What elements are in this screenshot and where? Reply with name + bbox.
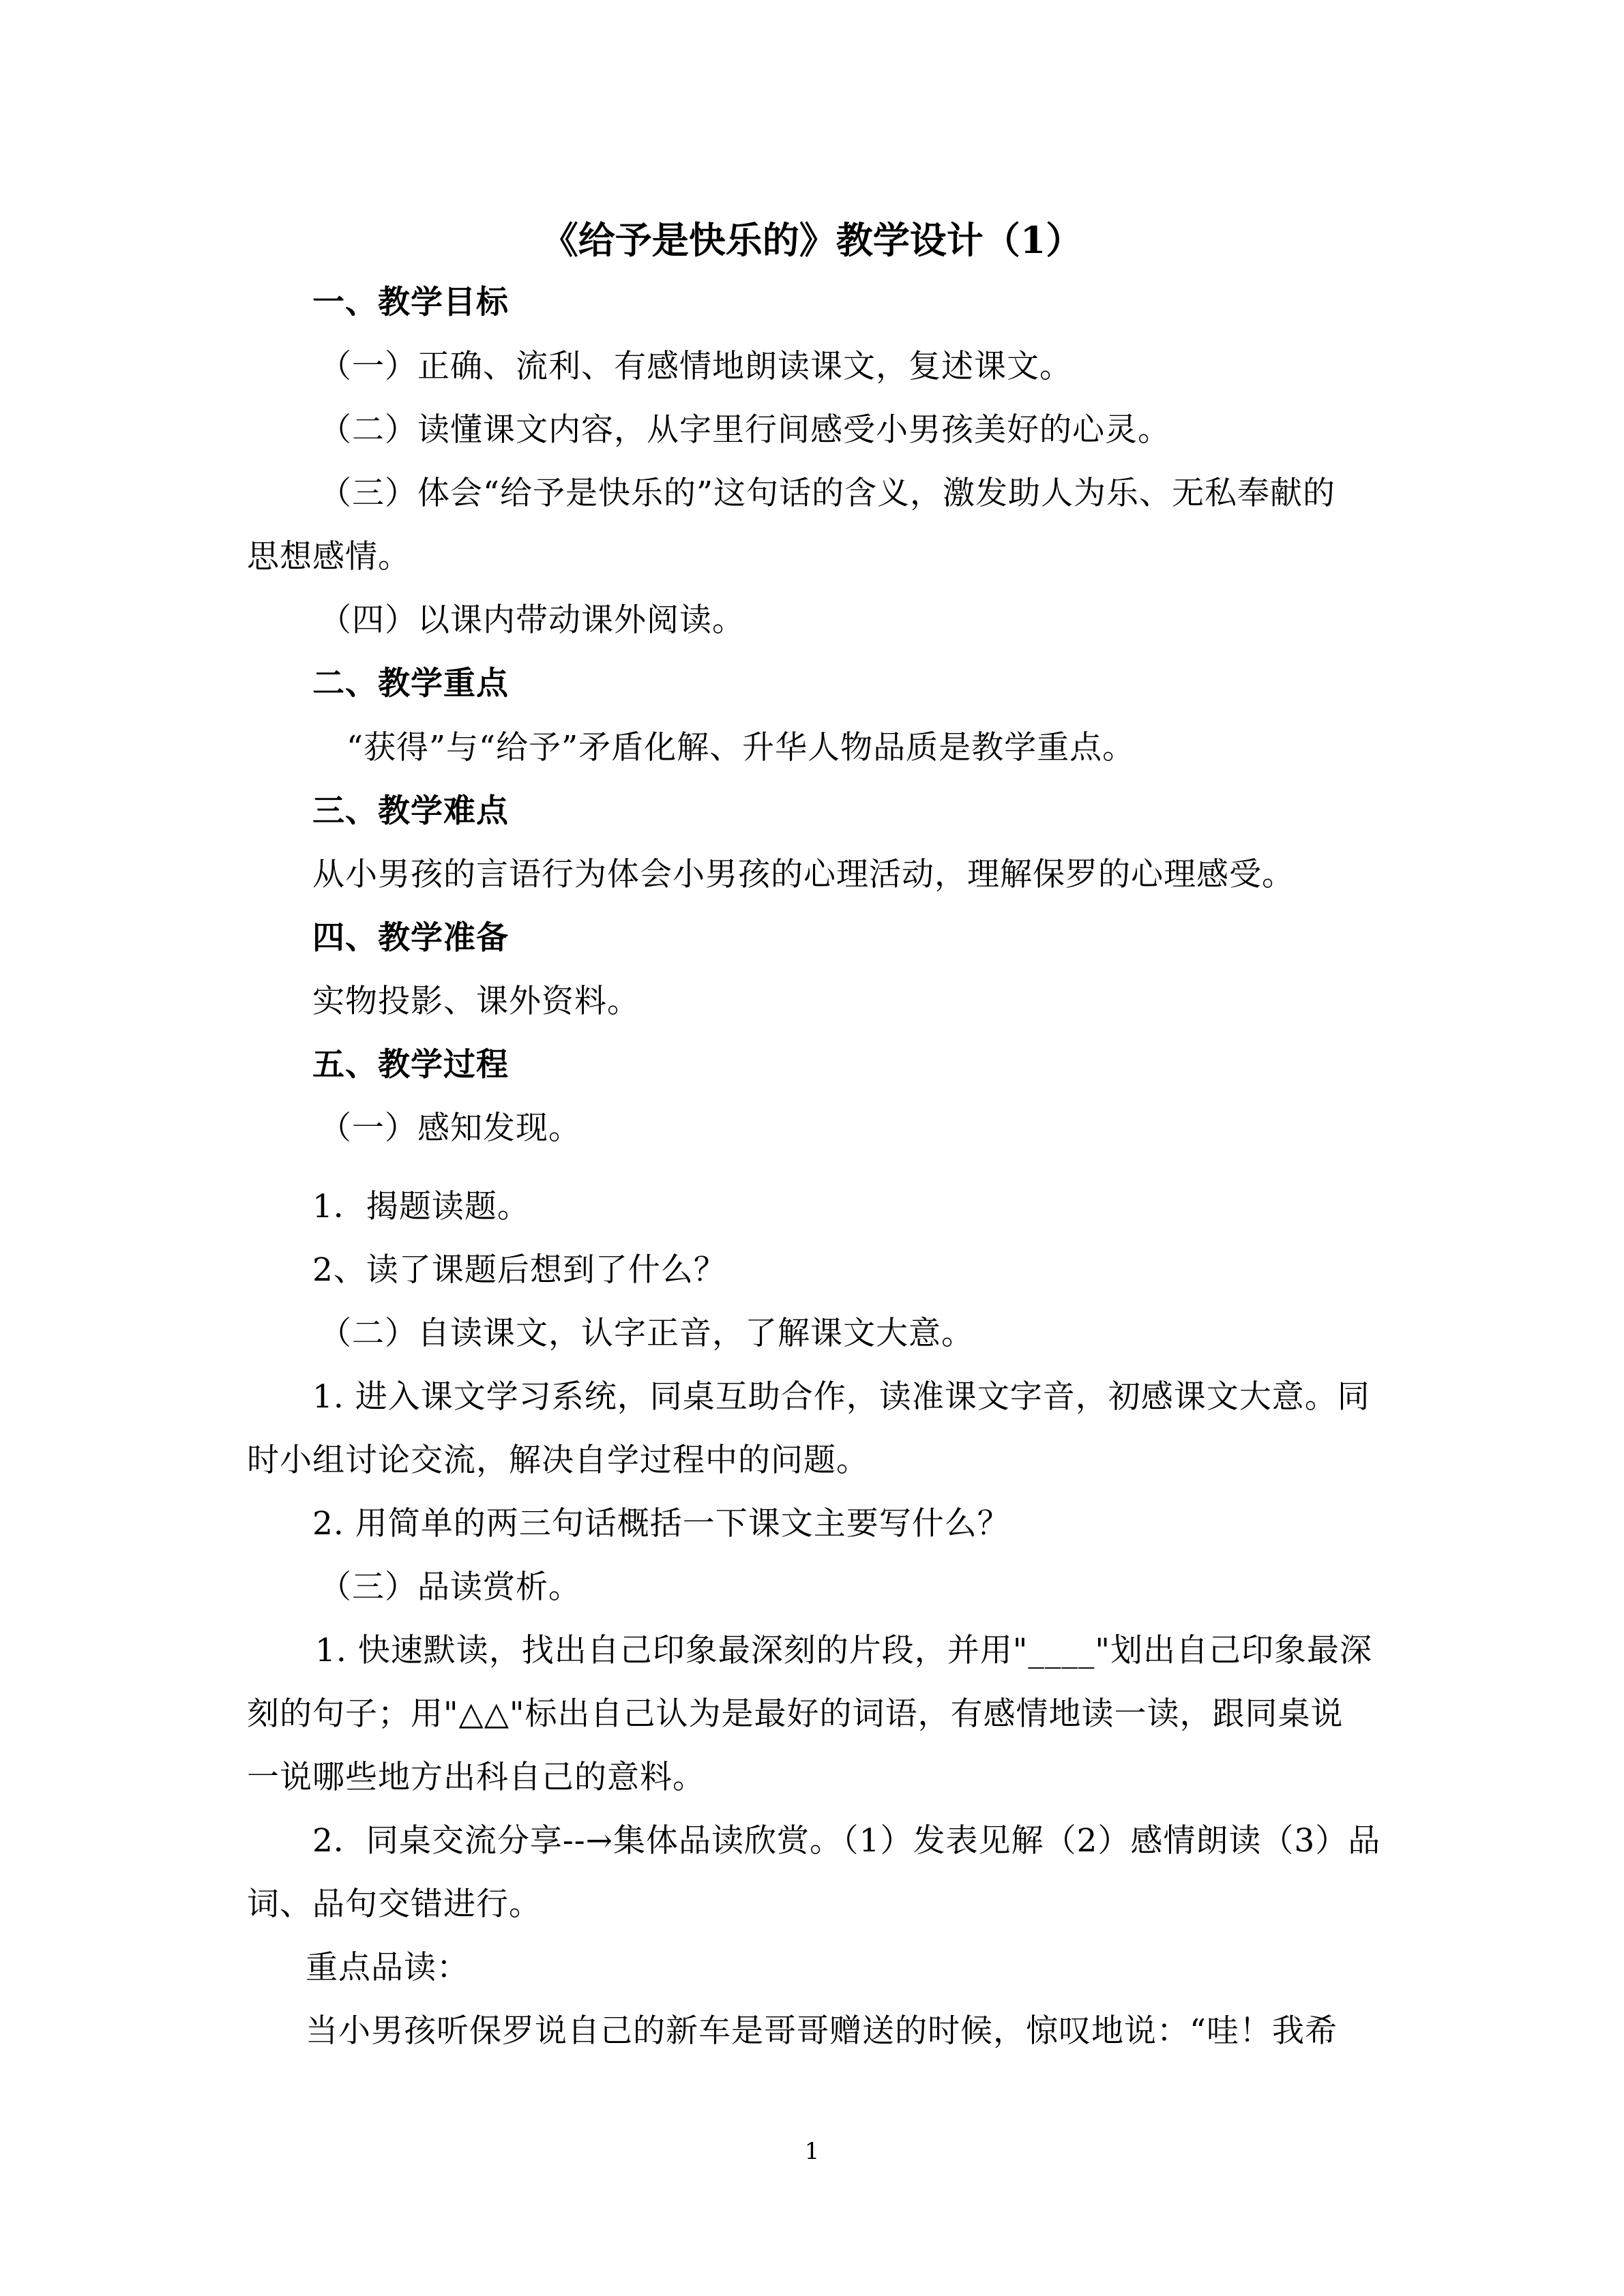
process-step-2-item-2: 2. 用简单的两三句话概括一下课文主要写什么？: [312, 1505, 1010, 1542]
heading-teaching-objectives: 一、教学目标: [312, 284, 509, 321]
process-step-3-item-1: 1. 快速默读，找出自己印象最深刻的片段，并用"____"划出自己印象最深: [315, 1632, 1373, 1669]
process-step-2-item-1: 1. 进入课文学习系统，同桌互助合作，读准课文字音，初感课文大意。同: [312, 1378, 1370, 1416]
process-step-2-item-1-cont: 时小组讨论交流，解决自学过程中的问题。: [247, 1442, 869, 1479]
objective-4: （四）以课内带动课外阅读。: [319, 601, 745, 639]
difficulties-text: 从小男孩的言语行为体会小男孩的心理活动，理解保罗的心理感受。: [312, 856, 1295, 893]
key-points-text: “获得”与“给予”矛盾化解、升华人物品质是教学重点。: [346, 729, 1136, 766]
heading-key-points: 二、教学重点: [312, 665, 509, 702]
process-step-3-item-2-cont: 词、品句交错进行。: [247, 1885, 542, 1923]
process-step-3-item-1-cont-2: 一说哪些地方出科自己的意料。: [247, 1759, 705, 1796]
heading-teaching-process: 五、教学过程: [312, 1046, 509, 1084]
process-step-3-item-2: 2．同桌交流分享--→集体品读欣赏。（1）发表见解（2）感情朗读（3）品: [312, 1822, 1381, 1860]
objective-1: （一）正确、流利、有感情地朗读课文，复述课文。: [319, 348, 1072, 385]
document-title: 《给予是快乐的》教学设计（1）: [541, 218, 1083, 262]
process-step-2: （二）自读课文，认字正音，了解课文大意。: [319, 1315, 974, 1352]
key-reading-text: 当小男孩听保罗说自己的新车是哥哥赠送的时候，惊叹地说：“哇！我希: [306, 2012, 1338, 2050]
objective-3: （三）体会“给予是快乐的”这句话的含义，激发助人为乐、无私奉献的: [319, 475, 1336, 512]
process-step-1: （一）感知发现。: [319, 1109, 581, 1147]
preparation-text: 实物投影、课外资料。: [312, 983, 640, 1020]
page-number: 1: [804, 2138, 820, 2165]
heading-difficulties: 三、教学难点: [312, 792, 509, 830]
heading-preparation: 四、教学准备: [312, 919, 509, 957]
key-reading-label: 重点品读：: [306, 1949, 469, 1986]
process-step-3: （三）品读赏析。: [319, 1568, 581, 1606]
process-step-1-item-2: 2、读了课题后想到了什么？: [312, 1251, 726, 1289]
objective-2: （二）读懂课文内容，从字里行间感受小男孩美好的心灵。: [319, 411, 1170, 449]
process-step-1-item-1: 1．揭题读题。: [312, 1188, 530, 1225]
process-step-3-item-1-cont-1: 刻的句子；用"△△"标出自己认为是最好的词语，有感情地读一读，跟同桌说: [247, 1695, 1344, 1733]
objective-3-cont: 思想感情。: [247, 538, 411, 576]
